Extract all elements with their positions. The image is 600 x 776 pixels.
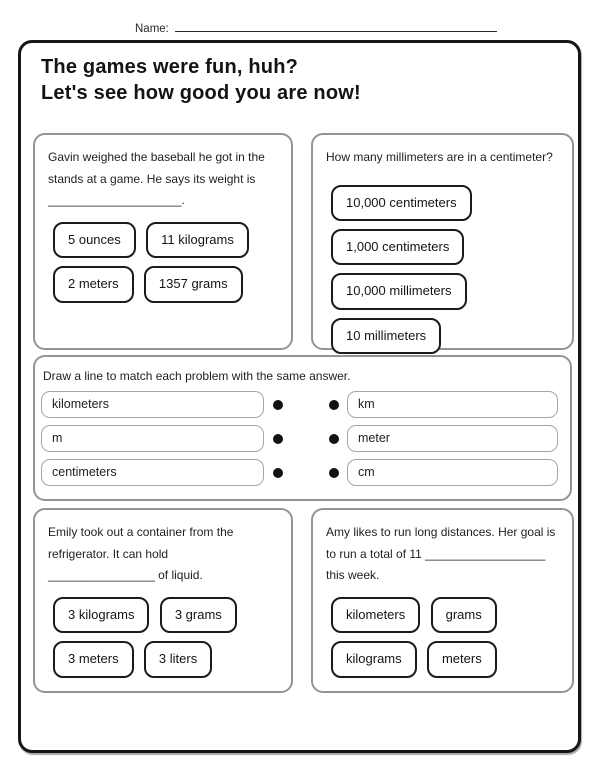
page-title [41, 55, 361, 106]
question-box-mm-in-cm [311, 133, 574, 350]
question-box-run-distance [311, 508, 574, 693]
question-box-container-liquid [33, 508, 293, 693]
matching-right-item[interactable]: cm [347, 459, 558, 486]
options-area [53, 222, 278, 303]
question-box-baseball-weight [33, 133, 293, 350]
answer-option[interactable]: kilograms [331, 641, 417, 677]
answer-option[interactable]: kilometers [331, 597, 420, 633]
answer-option[interactable]: 10,000 millimeters [331, 273, 467, 309]
answer-option[interactable]: 3 liters [144, 641, 212, 677]
question-text: Gavin weighed the baseball he got in the stands at a game. He says its weight is ____________________. [48, 150, 265, 208]
page-title-line1: The games were fun, huh? [41, 56, 299, 78]
name-blank-line[interactable] [175, 19, 497, 32]
matching-section [33, 355, 572, 501]
name-label: Name: [135, 23, 169, 35]
answer-option[interactable]: 5 ounces [53, 222, 136, 258]
connector-dot-left[interactable] [273, 400, 283, 410]
answer-option[interactable]: 1,000 centimeters [331, 229, 464, 265]
answer-option[interactable]: 1357 grams [144, 266, 243, 302]
answer-option[interactable]: 3 kilograms [53, 597, 149, 633]
worksheet-frame [18, 40, 581, 753]
matching-left-item[interactable]: kilometers [41, 391, 264, 418]
answer-option[interactable]: 10 millimeters [331, 318, 441, 354]
question-text: Amy likes to run long distances. Her goal is to run a total of 11 __________________ this week. [326, 525, 556, 583]
answer-option[interactable]: 2 meters [53, 266, 134, 302]
answer-option[interactable]: meters [427, 641, 497, 677]
connector-dot-right[interactable] [329, 468, 339, 478]
question-text: How many millimeters are in a centimeter? [326, 150, 553, 164]
connector-dot-left[interactable] [273, 468, 283, 478]
answer-option[interactable]: 3 meters [53, 641, 134, 677]
answer-option[interactable]: 3 grams [160, 597, 237, 633]
connector-dot-right[interactable] [329, 400, 339, 410]
matching-row [41, 459, 564, 486]
matching-row [41, 391, 564, 418]
name-row [135, 19, 497, 35]
connector-dot-left[interactable] [273, 434, 283, 444]
answer-option[interactable]: 11 kilograms [146, 222, 249, 258]
options-area [53, 597, 278, 678]
options-area [331, 597, 559, 678]
options-area [331, 185, 559, 355]
matching-right-item[interactable]: meter [347, 425, 558, 452]
question-text: Emily took out a container from the refrigerator. It can hold ________________ of liquid. [48, 525, 234, 583]
page-title-line2: Let's see how good you are now! [41, 81, 361, 104]
matching-instruction: Draw a line to match each problem with the same answer. [43, 369, 351, 383]
matching-right-item[interactable]: km [347, 391, 558, 418]
answer-option[interactable]: 10,000 centimeters [331, 185, 472, 221]
answer-option[interactable]: grams [431, 597, 497, 633]
matching-left-item[interactable]: centimeters [41, 459, 264, 486]
matching-row [41, 425, 564, 452]
connector-dot-right[interactable] [329, 434, 339, 444]
matching-left-item[interactable]: m [41, 425, 264, 452]
